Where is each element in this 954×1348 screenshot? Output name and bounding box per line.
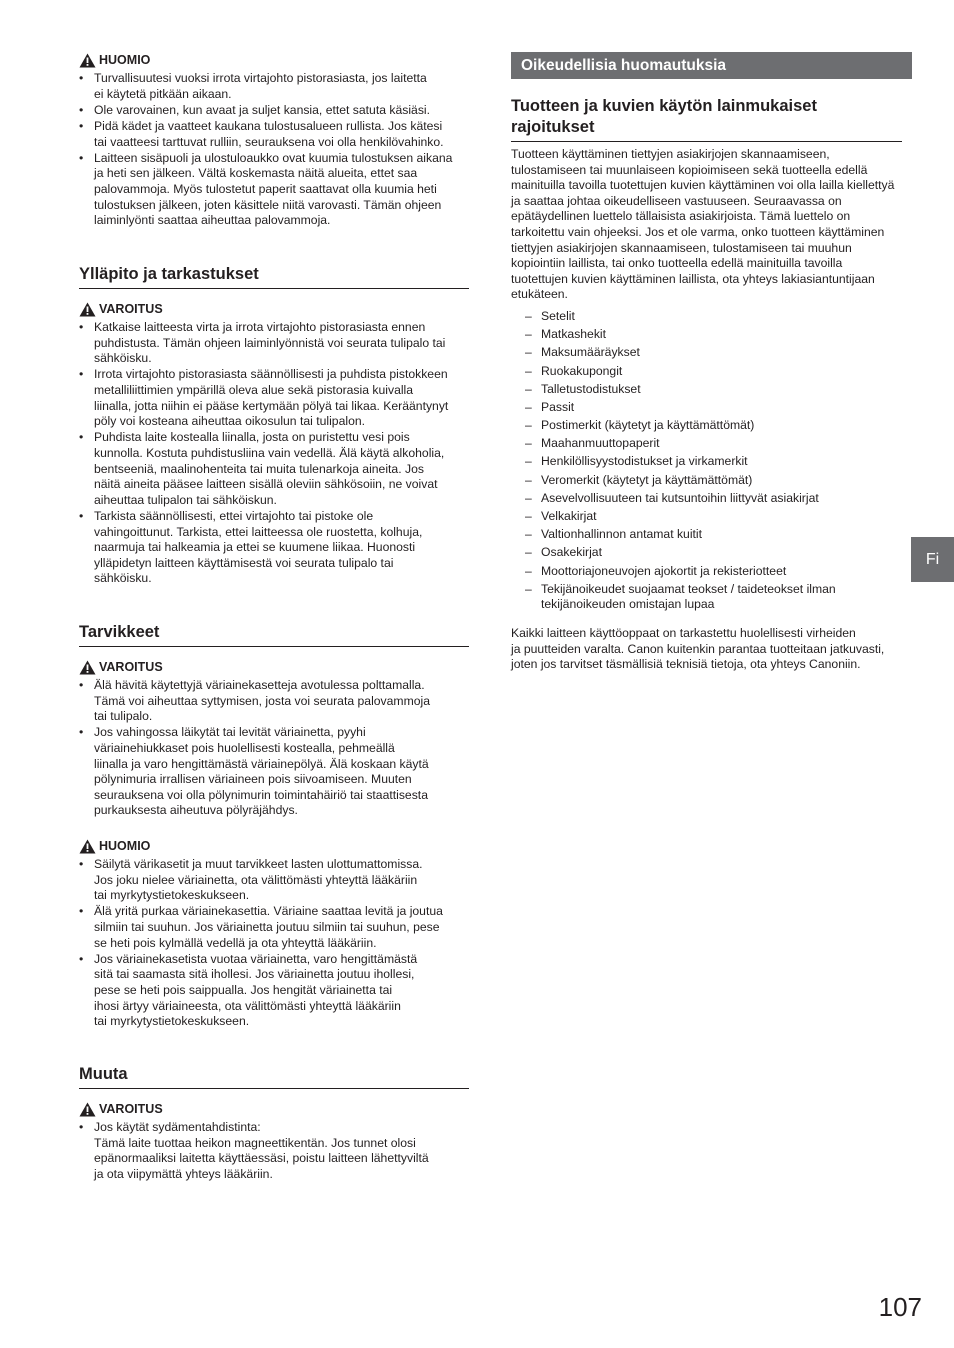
list-item: • Ole varovainen, kun avaat ja suljet kansia, ettet satuta käsiäsi.	[79, 103, 469, 119]
list-item: – Setelit	[511, 309, 902, 325]
varoitus-label: VAROITUS	[79, 660, 469, 675]
list-item: – Maksumääräykset	[511, 345, 902, 361]
list-item: – Asevelvollisuuteen tai kutsuntoihin liittyvät asiakirjat	[511, 491, 902, 507]
list-item: – Matkashekit	[511, 327, 902, 343]
list-item: • Turvallisuutesi vuoksi irrota virtajohto pistorasiasta, jos laitetta ei käytetä pitkään aikaan.	[79, 71, 469, 102]
list-item: • Jos vahingossa läikytät tai levität väriainetta, pyyhi väriainehiukkaset pois huolellisesti kostealla, pehmeällä liinalla ja varo hengittämästä väriainepölyä. Älä koskaan käytä pölynimuria irrallisen väriaineen pois siivoamiseen. Muuten seurauksena voi olla pölynimurin toimintahäiriö tai staattisesta purkauksesta aiheutuva pölyräjähdys.	[79, 725, 469, 819]
list-item: – Postimerkit (käytetyt ja käyttämättömät)	[511, 418, 902, 434]
restricted-documents-list	[511, 309, 902, 613]
section-title: Tarvikkeet	[79, 622, 469, 647]
list-item: – Osakekirjat	[511, 545, 902, 561]
warning-triangle-icon	[79, 53, 96, 68]
list-item: • Puhdista laite kostealla liinalla, josta on puristettu vesi pois kunnolla. Kostuta puhdistusliina vain vedellä. Älä käytä alkoholia, bentseeniä, maalinohenteita tai muita tulenarkoja aineita. Jos näitä aineita pääsee laitteen sisällä oleviin sähkösoiin, ne voivat aiheuttaa tulipalon tai sähköiskun.	[79, 430, 469, 508]
varoitus-label: VAROITUS	[79, 1102, 469, 1117]
section-title: Ylläpito ja tarkastukset	[79, 264, 469, 289]
huomio-label: HUOMIO	[79, 53, 469, 68]
list-item: • Pidä kädet ja vaatteet kaukana tulostusalueen rullista. Jos kätesi tai vaatteesi tarttuvat rulliin, seurauksena voi olla henkilövahinko.	[79, 119, 469, 150]
list-item: – Talletustodistukset	[511, 382, 902, 398]
section-title: Muuta	[79, 1064, 469, 1089]
huomio-block	[79, 839, 469, 1030]
legal-section	[511, 96, 902, 673]
section-title: Tuotteen ja kuvien käytön lainmukaiset rajoitukset	[511, 96, 902, 142]
section-maintenance	[79, 264, 469, 587]
varoitus-list	[79, 1120, 469, 1182]
legal-banner: Oikeudellisia huomautuksia	[511, 52, 912, 79]
list-item: – Velkakirjat	[511, 509, 902, 525]
intro-paragraph: Tuotteen käyttäminen tiettyjen asiakirjojen skannaamiseen, tulostamiseen tai muunlaiseen kopioimiseen sekä tuotteella edellä mainituilla tavoilla tuotettujen kuvien käyttäminen voi olla lailla kiellettyä ja saattaa johtaa oikeudelliseen vastuuseen. Seuraavassa on epätäydellinen luettelo tällaisista asiakirjoista. Tämä luettelo on tarkoitettu vain ohjeeksi. Jos et ole varma, onko tuotteen käyttäminen tiettyjen asiakirjojen skannaamiseen, tulostamiseen tai muuhun kopiointiin laillista, tai onko tuotteella edellä mainituilla tavoilla tuotettujen kuvien käyttäminen laillista, ota yhteys lakiasiantuntijaan etukäteen.	[511, 147, 895, 302]
varoitus-label: VAROITUS	[79, 302, 469, 317]
list-item: • Tarkista säännöllisesti, ettei virtajohto tai pistoke ole vahingoittunut. Tarkista, ettei laitteessa ole ruostetta, kolhuja, naarmuja tai halkeamia ja ettei se kuumene liikaa. Huonosti ylläpidetyn laitteen käyttämisestä voi seurata tulipalo tai sähköisku.	[79, 509, 469, 587]
list-item: • Säilytä värikasetit ja muut tarvikkeet lasten ulottumattomissa. Jos joku nielee väriainetta, ota välittömästi yhteyttä lääkäriin tai myrkytystietokeskukseen.	[79, 857, 469, 904]
list-item: – Passit	[511, 400, 902, 416]
list-item: – Henkilöllisyystodistukset ja virkamerkit	[511, 454, 902, 470]
list-item: • Jos väriainekasetista vuotaa väriainetta, varo hengittämästä sitä tai saamasta sitä ihollesi. Jos väriainetta joutuu ihollesi, pese se heti pois saippualla. Jos hengität väriainetta tai ihosi ärtyy väriaineesta, ota välittömästi yhteyttä lääkäriin tai myrkytystietokeskukseen.	[79, 952, 469, 1030]
varoitus-list	[79, 678, 469, 819]
list-item: – Maahanmuuttopaperit	[511, 436, 902, 452]
list-item: • Jos käytät sydämentahdistinta: Tämä laite tuottaa heikon magneettikentän. Jos tunnet olosi epänormaaliksi laitetta käyttäessäsi, poistu laitteen lähettyviltä ja ota viipymättä yhteys lääkäriin.	[79, 1120, 469, 1182]
list-item: – Ruokakupongit	[511, 364, 902, 380]
section-supplies	[79, 622, 469, 820]
list-item: – Moottoriajoneuvojen ajokortit ja rekisteriotteet	[511, 564, 902, 580]
list-item: • Irrota virtajohto pistorasiasta säännöllisesti ja puhdista pistokkeen metalliliittimien ympärillä oleva alue sekä pistorasia kuivalla liinalla, jotta niihin ei pääse kertymään pölyä tai likaa. Kerääntynyt pöly voi kosteana aiheuttaa oikosulun tai tulipalon.	[79, 367, 469, 429]
list-item: • Älä yritä purkaa väriainekasettia. Väriaine saattaa levitä ja joutua silmiin tai suuhun. Jos väriainetta joutuu silmiin tai suuhun, pese se heti pois kylmällä vedellä ja ota yhteyttä lääkäriin.	[79, 904, 469, 951]
huomio-list	[79, 857, 469, 1030]
list-item: – Valtionhallinnon antamat kuitit	[511, 527, 902, 543]
huomio-label: HUOMIO	[79, 839, 469, 854]
section-other	[79, 1064, 469, 1183]
varoitus-list	[79, 320, 469, 587]
huomio-block	[79, 53, 469, 229]
language-tab: Fi	[911, 537, 954, 582]
warning-triangle-icon	[79, 302, 96, 317]
huomio-list	[79, 71, 469, 229]
page-number: 107	[878, 1292, 922, 1322]
list-item: • Katkaise laitteesta virta ja irrota virtajohto pistorasiasta ennen puhdistusta. Tämän ohjeen laiminlyönnistä voi seurata tulipalo tai sähköisku.	[79, 320, 469, 367]
list-item: • Älä hävitä käytettyjä väriainekasetteja avotulessa polttamalla. Tämä voi aiheuttaa syttymisen, josta voi seurata palovammoja tai tulipalo.	[79, 678, 469, 725]
list-item: – Veromerkit (käytetyt ja käyttämättömät)	[511, 473, 902, 489]
list-item: – Tekijänoikeudet suojaamat teokset / taideteokset ilman tekijänoikeuden omistajan lupaa	[511, 582, 902, 613]
warning-triangle-icon	[79, 1102, 96, 1117]
warning-triangle-icon	[79, 660, 96, 675]
list-item: • Laitteen sisäpuoli ja ulostuloaukko ovat kuumia tulostuksen aikana ja heti sen jälkeen. Vältä koskemasta näitä alueita, ettet saa palovammoja. Myös tulostetut paperit saattavat olla kuumia heti tulostuksen jälkeen, joten käsittele niitä varovasti. Tämän ohjeen laiminlyönti saattaa aiheuttaa palovammoja.	[79, 151, 469, 229]
closing-paragraph: Kaikki laitteen käyttöoppaat on tarkastettu huolellisesti virheiden ja puutteiden varalta. Canon kuitenkin parantaa tuotteitaan jatkuvasti, joten jos tarvitset täsmällisiä teknisiä tietoja, ota yhteys Canoniin.	[511, 625, 885, 672]
warning-triangle-icon	[79, 839, 96, 854]
